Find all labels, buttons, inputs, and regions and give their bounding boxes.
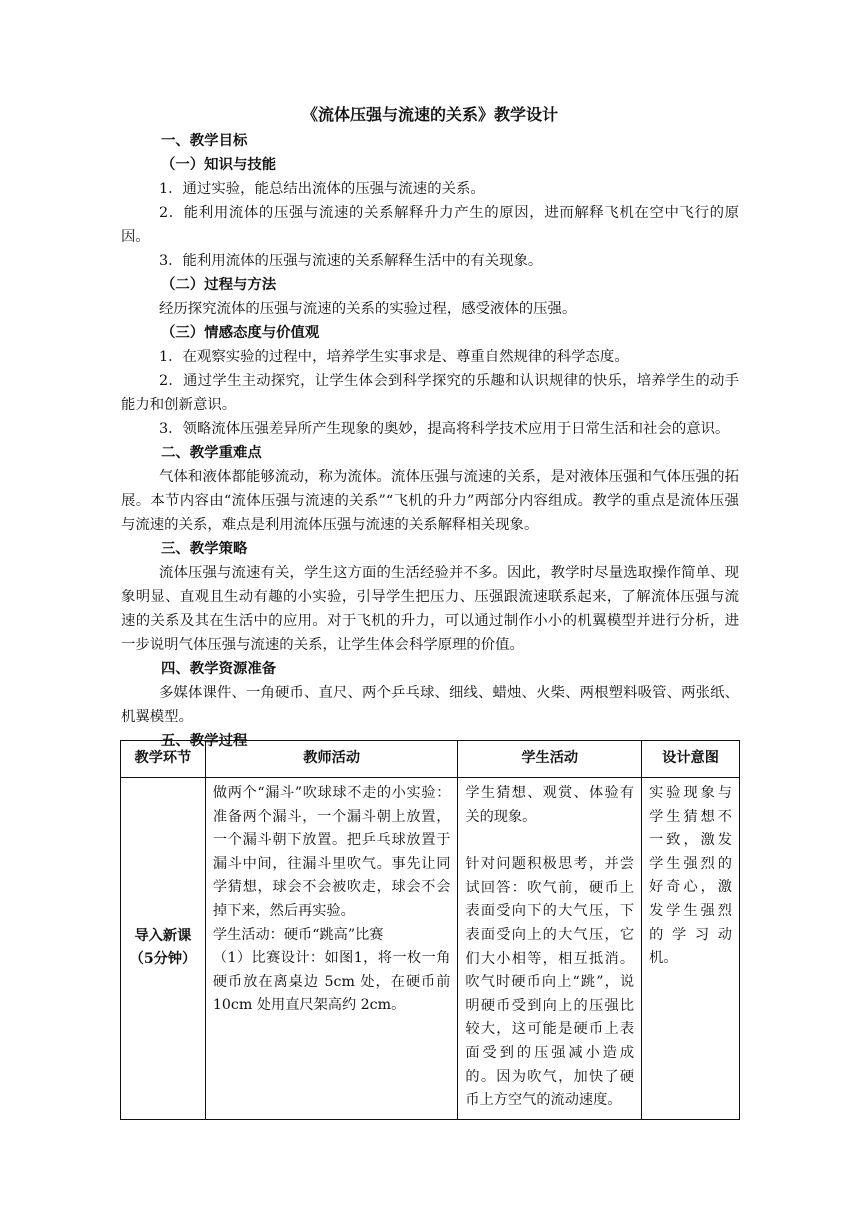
paragraph-gap xyxy=(465,829,634,853)
header-stage: 教学环节 xyxy=(121,741,206,778)
process-text: 经历探究流体的压强与流速的关系的实验过程，感受液体的压强。 xyxy=(159,301,577,317)
student-activity-text: 学生猜想、观赏、体验有关的现象。 xyxy=(465,785,635,825)
section-heading-resources: 四、教学资源准备 xyxy=(161,660,277,677)
key-points-text: 气体和液体都能够流动，称为流体。流体压强与流速的关系，是对液体压强和气体压强的拓展。本节内容由“流体压强与流速的关系”“飞机的升力”两部分内容组成。教学的重点是流体压强与流速的关系，难点是利用流体压强与流速的关系解释相关现象。 xyxy=(121,469,739,533)
teacher-activity-text: 学生活动：硬币“跳高”比赛 xyxy=(212,926,384,943)
document-title: 《流体压强与流速的关系》教学设计 xyxy=(301,105,558,124)
teaching-process-table xyxy=(120,740,740,1120)
objective-item: 3．能利用流体的压强与流速的关系解释生活中的有关现象。 xyxy=(159,253,543,269)
design-intent-text: 实验现象与学生猜想不一致，激发学生强烈的好奇心，激发学生强烈的学习动机。 xyxy=(649,785,732,967)
teacher-activity-cell xyxy=(205,778,458,1120)
section-heading-strategy: 三、教学策略 xyxy=(161,540,248,557)
objective-item: 2．能利用流体的压强与流速的关系解释升力产生的原因，进而解释飞机在空中飞行的原因。 xyxy=(121,205,739,245)
attitude-item: 1．在观察实验的过程中，培养学生实事求是、尊重自然规律的科学态度。 xyxy=(159,349,629,365)
student-activity-text: 针对问题积极思考，并尝试回答：吹气前，硬币上表面受向下的大气压，下表面受向上的大气压，它们大小相等，相互抵消。吹气时硬币向上“跳”，说明硬币受到向上的压强比较大，这可能是硬币上表面受到的压强减小造成的。因为吹气，加快了硬币上方空气的流动速度。 xyxy=(465,856,635,1109)
section-heading-objectives: 一、教学目标 xyxy=(161,132,248,149)
teacher-activity-text: 做两个“漏斗”吹球球不走的小实验：准备两个漏斗，一个漏斗朝上放置，一个漏斗朝下放置。把乒乓球放置于漏斗中间，往漏斗里吹气。事先让同学猜想，球会不会被吹走，球会不会掉下来，然后再实验。 xyxy=(212,785,451,919)
table-row xyxy=(121,778,740,1120)
attitude-item: 2．通过学生主动探究，让学生体会到科学探究的乐趣和认识规律的快乐，培养学生的动手能力和创新意识。 xyxy=(121,373,739,413)
design-intent-cell xyxy=(642,778,740,1120)
student-activity-cell xyxy=(458,778,642,1120)
subsection-heading-process: （二）过程与方法 xyxy=(161,276,277,293)
document-body xyxy=(121,129,739,753)
header-design-intent: 设计意图 xyxy=(642,741,740,778)
teacher-activity-text: （1）比赛设计：如图1，将一枚一角硬币放在离桌边 5cm 处，在硬币前10cm 处用直尺架高约 2cm。 xyxy=(212,950,451,1014)
objective-item: 1．通过实验，能总结出流体的压强与流速的关系。 xyxy=(159,181,485,197)
table-header-row xyxy=(121,741,740,778)
subsection-heading-knowledge: （一）知识与技能 xyxy=(161,156,277,173)
attitude-item: 3．领略流体压强差异所产生现象的奥妙，提高将科学技术应用于日常生活和社会的意识。 xyxy=(159,421,730,437)
stage-name: 导入新课 xyxy=(134,927,192,944)
stage-cell xyxy=(121,778,206,1120)
resources-text: 多媒体课件、一角硬币、直尺、两个乒乓球、细线、蜡烛、火柴、两根塑料吸管、两张纸、机翼模型。 xyxy=(121,685,739,725)
strategy-text: 流体压强与流速有关，学生这方面的生活经验并不多。因此，教学时尽量选取操作简单、现象明显、直观且生动有趣的小实验，引导学生把压力、压强跟流速联系起来，了解流体压强与流速的关系及其在生活中的应用。对于飞机的升力，可以通过制作小小的机翼模型并进行分析，进一步说明气体压强与流速的关系，让学生体会科学原理的价值。 xyxy=(121,565,739,653)
header-teacher-activity: 教师活动 xyxy=(205,741,458,778)
section-heading-teaching-process: 五、教学过程 xyxy=(161,732,248,749)
section-heading-key-points: 二、教学重难点 xyxy=(161,444,262,461)
header-student-activity: 学生活动 xyxy=(458,741,642,778)
subsection-heading-attitude: （三）情感态度与价值观 xyxy=(161,324,320,341)
stage-duration: （5分钟） xyxy=(129,951,197,968)
